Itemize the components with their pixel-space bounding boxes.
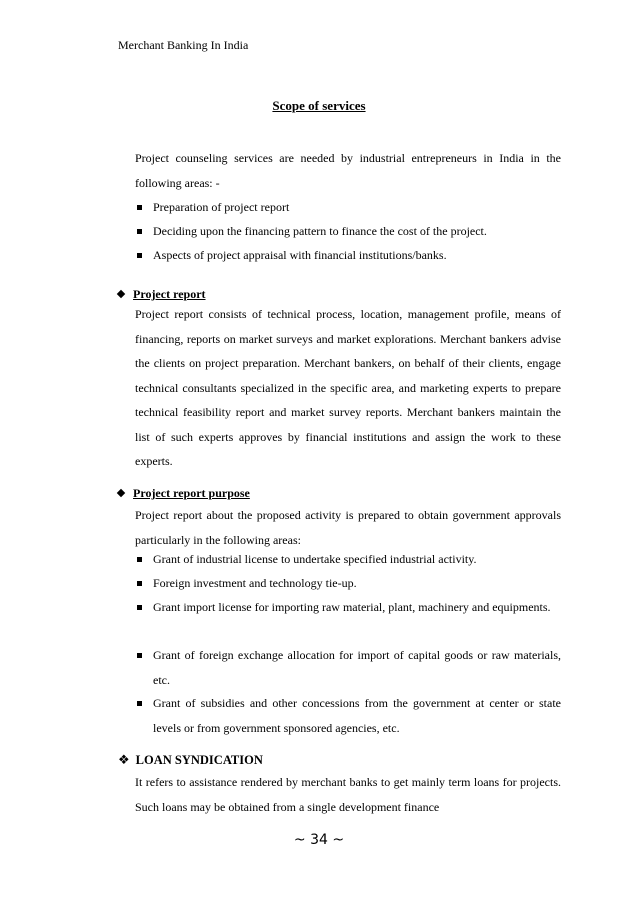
square-bullet-icon: [137, 205, 142, 210]
bullet-text: Preparation of project report: [153, 200, 290, 214]
heading-text: Project report purpose: [133, 486, 250, 500]
page-title: Scope of services: [272, 98, 366, 113]
page-number: ~ 34 ~: [293, 832, 345, 848]
bullet-text: Grant import license for importing raw material, plant, machinery and equipments.: [153, 600, 551, 614]
square-bullet-icon: [137, 581, 142, 586]
square-bullet-icon: [137, 653, 142, 658]
heading-text: LOAN SYNDICATION: [135, 753, 263, 767]
heading-text: Project report: [133, 287, 206, 301]
bullet-text: Grant of foreign exchange allocation for import of capital goods or raw materials, etc.: [153, 648, 561, 687]
square-bullet-icon: [137, 701, 142, 706]
section-heading-project-report-purpose: [118, 483, 250, 503]
intro-bullet-2: [135, 219, 561, 244]
purpose-bullet-3: [135, 595, 561, 620]
square-bullet-icon: [137, 253, 142, 258]
intro-bullet-3: [135, 243, 561, 268]
purpose-bullet-4: [135, 643, 561, 692]
purpose-bullet-1: [135, 547, 561, 572]
bullet-text: Grant of industrial license to undertake specified industrial activity.: [153, 552, 477, 566]
bullet-text: Aspects of project appraisal with financial institutions/banks.: [153, 248, 447, 262]
four-diamond-bullet-icon: ❖: [118, 753, 130, 768]
bullet-text: Deciding upon the financing pattern to finance the cost of the project.: [153, 224, 487, 238]
diamond-bullet-icon: [117, 290, 125, 298]
square-bullet-icon: [137, 605, 142, 610]
project-report-purpose-paragraph: Project report about the proposed activity is prepared to obtain government approvals particularly in the following areas:: [135, 508, 561, 547]
running-header: Merchant Banking In India: [118, 38, 249, 52]
square-bullet-icon: [137, 557, 142, 562]
project-report-paragraph: Project report consists of technical process, location, management profile, means of financing, reports on market surveys and market explorations. Merchant bankers advise the clients on project preparation. Merchant bankers, on behalf of their clients, engage technical consultants specialized in the specific area, and marketing experts to prepare technical feasibility report and market survey reports. Merchant bankers maintain the list of such experts approves by financial institutions and assign the work to these experts.: [135, 307, 561, 468]
intro-paragraph: Project counseling services are needed by industrial entrepreneurs in India in the following areas: -: [135, 151, 561, 190]
square-bullet-icon: [137, 229, 142, 234]
loan-syndication-paragraph: It refers to assistance rendered by merchant banks to get mainly term loans for projects. Such loans may be obtained from a single development finance: [135, 775, 561, 814]
bullet-text: Foreign investment and technology tie-up.: [153, 576, 357, 590]
purpose-bullet-5: [135, 691, 561, 740]
intro-bullet-1: [135, 195, 561, 220]
diamond-bullet-icon: [117, 489, 125, 497]
bullet-text: Grant of subsidies and other concessions from the government at center or state levels or from government sponsored agencies, etc.: [153, 696, 561, 735]
purpose-bullet-2: [135, 571, 561, 596]
section-heading-loan-syndication: [118, 750, 263, 771]
section-heading-project-report: [118, 284, 206, 304]
